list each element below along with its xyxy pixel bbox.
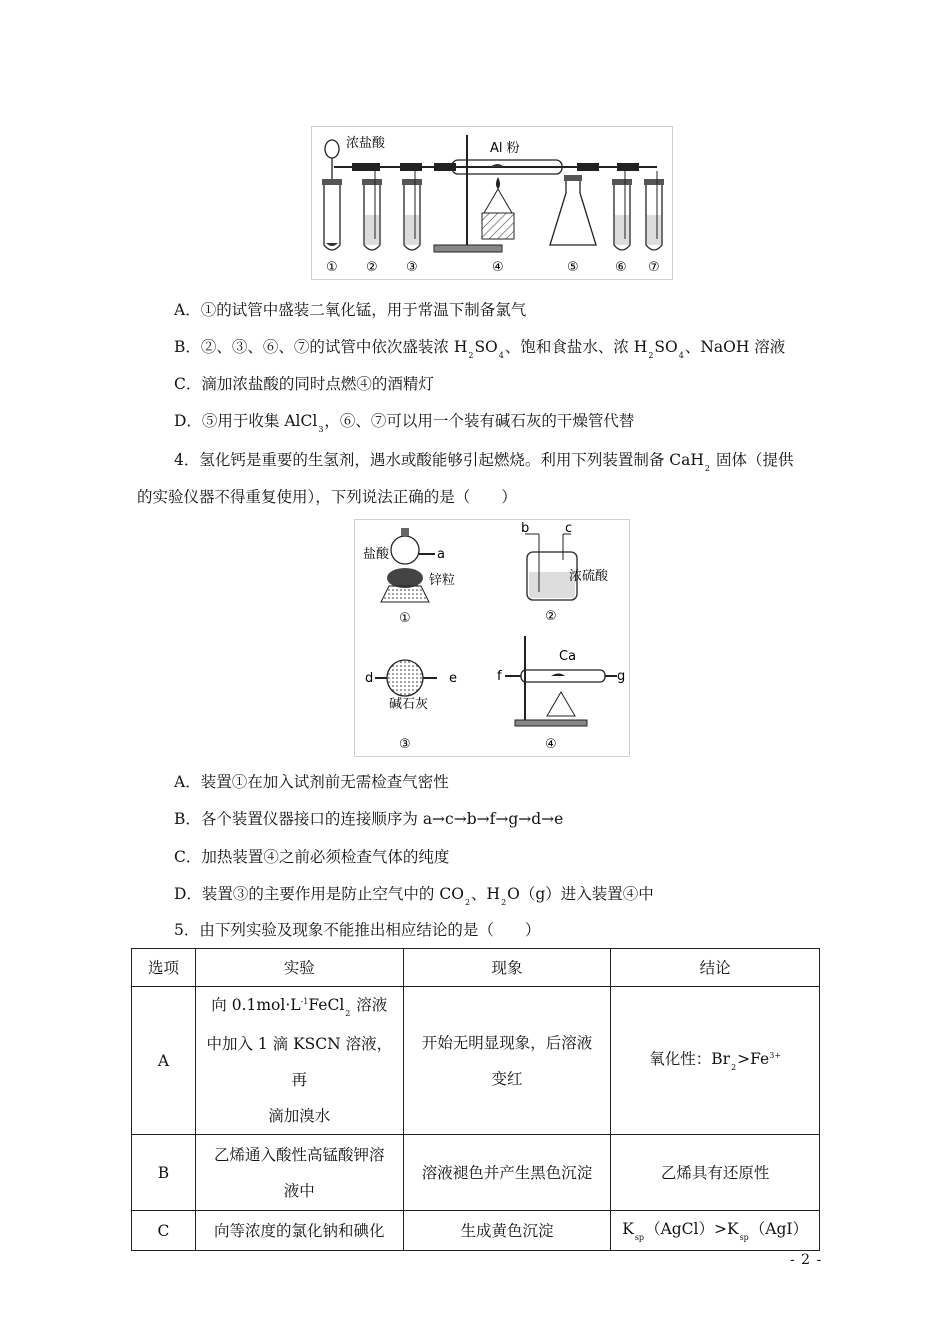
header-phenomenon: 现象 (403, 949, 611, 987)
cell-conclusion (611, 1211, 820, 1251)
q4-option-b: B．各个装置仪器接口的连接顺序为 a→c→b→f→g→d→e (174, 810, 564, 828)
figure-number: ② (545, 609, 557, 624)
q4-stem-line2: 的实验仪器不得重复使用），下列说法正确的是（ ） (137, 488, 517, 506)
label-calcium: Ca (559, 649, 577, 664)
text: 乙烯通入酸性高锰酸钾溶 (214, 1145, 385, 1164)
text: 液中 (283, 1181, 315, 1200)
label-hcl: 盐酸 (363, 547, 390, 562)
header-conclusion: 结论 (611, 949, 820, 987)
q4-stem-line1 (174, 449, 793, 474)
tube-number: ⑥ (615, 260, 627, 275)
subscript: 2 (731, 1063, 737, 1072)
text: 、饱和食盐水、浓 H (504, 338, 648, 356)
tube-number: ① (326, 260, 338, 275)
figure-number: ④ (545, 737, 557, 752)
label-port-c: c (565, 521, 573, 536)
cell-conclusion (611, 987, 820, 1135)
text: 中加入 1 滴 KSCN 溶液，再 (206, 1035, 393, 1089)
subscript: 2 (501, 898, 507, 907)
text: 溶液 (351, 996, 388, 1014)
label-port-f: f (497, 669, 502, 684)
q5-stem: 5．由下列实验及现象不能推出相应结论的是（ ） (174, 921, 541, 939)
subscript: 4 (498, 351, 504, 360)
label-port-b: b (521, 521, 530, 536)
experiment-table (131, 948, 820, 1251)
label-port-e: e (449, 671, 457, 686)
text: SO (474, 338, 498, 356)
text: O（g）进入装置④中 (507, 885, 654, 903)
q3-option-d (174, 410, 634, 435)
figure-number: ① (399, 611, 411, 626)
label-port-a: a (437, 547, 445, 562)
cell-conclusion: 乙烯具有还原性 (611, 1135, 820, 1211)
cell-option: A (132, 987, 196, 1135)
table-row (132, 987, 820, 1135)
tube-number: ⑦ (648, 260, 660, 275)
superscript: -1 (300, 997, 309, 1006)
tube-number: ② (366, 260, 378, 275)
q3-option-c: C．滴加浓盐酸的同时点燃④的酒精灯 (174, 375, 434, 393)
cell-experiment (195, 1135, 403, 1211)
subscript: sp (634, 1233, 645, 1242)
table-row (132, 1135, 820, 1211)
text: 变红 (491, 1069, 523, 1088)
header-experiment: 实验 (195, 949, 403, 987)
text: 固体（提供 (711, 451, 794, 469)
subscript: 2 (345, 1009, 351, 1018)
q3-option-a: A．①的试管中盛装二氧化锰，用于常温下制备氯气 (174, 301, 527, 319)
subscript: sp (739, 1233, 749, 1242)
q4-option-a: A．装置①在加入试剂前无需检查气密性 (174, 773, 449, 791)
text: >Fe (737, 1050, 770, 1068)
figure-number: ③ (399, 737, 411, 752)
text: D．装置③的主要作用是防止空气中的 CO (174, 885, 464, 903)
subscript: 2 (468, 351, 474, 360)
text: ，⑥、⑦可以用一个装有碱石灰的干燥管代替 (324, 412, 635, 430)
tube-number: ④ (492, 260, 504, 275)
text: （AgCl）>K (645, 1220, 739, 1238)
text: 滴加溴水 (268, 1107, 331, 1125)
header-option: 选项 (132, 949, 196, 987)
tube-number: ③ (406, 260, 418, 275)
q4-option-c: C．加热装置④之前必须检查气体的纯度 (174, 848, 450, 866)
cell-phenomenon: 生成黄色沉淀 (403, 1211, 611, 1251)
cell-option: B (132, 1135, 196, 1211)
tube-number: ⑤ (567, 260, 579, 275)
text: B．②、③、⑥、⑦的试管中依次盛装浓 H (174, 338, 468, 356)
text: 4．氢化钙是重要的生氢剂，遇水或酸能够引起燃烧。利用下列装置制备 CaH (174, 451, 704, 469)
text: 、H (471, 885, 501, 903)
subscript: 2 (464, 898, 471, 907)
subscript: 4 (678, 351, 684, 360)
text: FeCl (308, 996, 345, 1014)
text: 向 0.1mol·L (211, 996, 301, 1014)
superscript: 3+ (769, 1051, 782, 1060)
q3-option-b (174, 336, 785, 361)
text: 氧化性：Br (649, 1050, 731, 1068)
subscript: 2 (648, 351, 654, 360)
table-row (132, 1211, 820, 1251)
label-zinc: 锌粒 (429, 573, 456, 588)
label-soda-lime: 碱石灰 (389, 697, 429, 712)
page-number: - 2 - (790, 1252, 823, 1268)
label-conc-h2so4: 浓硫酸 (569, 569, 609, 584)
text: SO (654, 338, 678, 356)
subscript: 2 (704, 464, 711, 473)
label-conc-hcl: 浓盐酸 (346, 136, 386, 151)
cell-phenomenon (403, 987, 611, 1135)
label-port-g: g (617, 669, 626, 684)
label-al-powder: Al 粉 (490, 141, 520, 156)
text: 、NaOH 溶液 (684, 338, 786, 356)
apparatus-figure-2 (354, 519, 630, 757)
text: （AgI） (749, 1220, 809, 1238)
subscript: 3 (318, 425, 324, 434)
cell-phenomenon: 溶液褪色并产生黑色沉淀 (403, 1135, 611, 1211)
label-port-d: d (365, 671, 374, 686)
text: K (622, 1220, 634, 1238)
text: D．⑤用于收集 AlCl (174, 412, 318, 430)
q4-option-d (174, 883, 654, 908)
text: 开始无明显现象，后溶液 (421, 1033, 593, 1052)
cell-option: C (132, 1211, 196, 1251)
cell-experiment: 向等浓度的氯化钠和碘化 (195, 1211, 403, 1251)
apparatus-figure-1 (311, 126, 673, 280)
cell-experiment (195, 987, 403, 1135)
table-header-row (132, 949, 820, 987)
